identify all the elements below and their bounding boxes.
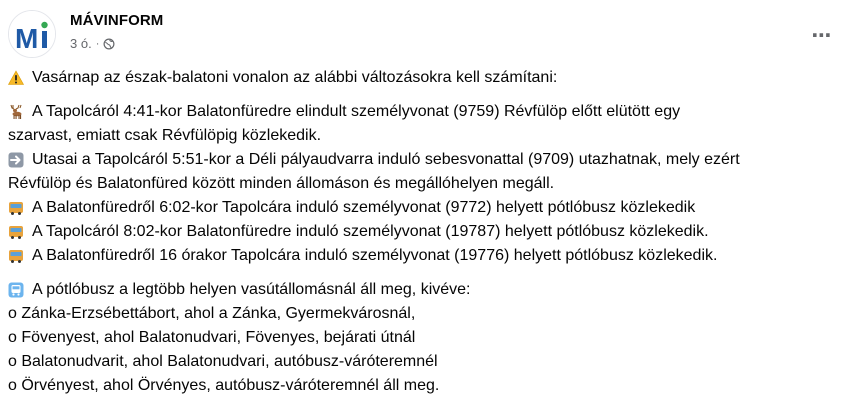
deer-text-1: A Tapolcáról 4:41-kor Balatonfüredre elindult személyvonat (9759) Révfülöp előtt elütött egy (32, 103, 681, 120)
more-options-button[interactable] (804, 18, 840, 54)
stop-intro-text: A pótlóbusz a legtöbb helyen vasútállomásnál áll meg, kivéve: (32, 281, 471, 298)
post-time[interactable]: 3 ó. (70, 36, 92, 51)
stop-item (8, 350, 848, 374)
stop-item (8, 326, 848, 350)
arrow-line-cont (8, 172, 848, 196)
intro-text: Vasárnap az észak-balatoni vonalon az alábbi változásokra kell számítani: (32, 69, 558, 86)
deer-line (8, 100, 848, 124)
deer-icon (8, 104, 24, 120)
bus-icon (8, 248, 24, 264)
stop-text: o Fövenyest, ahol Balatonudvari, Fövenyes, bejárati útnál (8, 329, 416, 346)
globe-icon (103, 38, 115, 50)
svg-text:M: M (15, 23, 39, 54)
stop-intro-line (8, 278, 848, 302)
bus-line-1 (8, 196, 848, 220)
avatar[interactable] (8, 10, 56, 58)
arrow-text-2: Révfülöp és Balatonfüred között minden állomáson és megállóhelyen megáll. (8, 175, 555, 192)
post-meta (70, 36, 115, 51)
bus-icon (8, 200, 24, 216)
intro-line (8, 66, 848, 90)
bus-line-2 (8, 220, 848, 244)
right-arrow-icon (8, 152, 24, 168)
warning-icon (8, 70, 24, 86)
bus-icon (8, 224, 24, 240)
deer-line-cont (8, 124, 848, 148)
stop-text: o Balatonudvarit, ahol Balatonudvari, autóbusz-váróteremnél (8, 353, 438, 370)
meta-separator: · (95, 37, 100, 50)
stop-text: o Örvényest, ahol Örvényes, autóbusz-váróteremnél áll meg. (8, 377, 440, 394)
post-body (8, 66, 848, 398)
stop-item (8, 302, 848, 326)
bus-line-3 (8, 244, 848, 268)
bus-text-1: A Balatonfüredről 6:02-kor Tapolcára induló személyvonat (9772) helyett pótlóbusz közlekedik (32, 199, 696, 216)
stop-item (8, 374, 848, 398)
arrow-line (8, 148, 848, 172)
bus-stop-icon (8, 282, 24, 298)
mavinform-logo (9, 11, 56, 58)
arrow-text-1: Utasai a Tapolcáról 5:51-kor a Déli pályaudvarra induló sebesvonattal (9709) utazhatnak, mely ezért (32, 151, 740, 168)
author-name[interactable]: MÁVINFORM (70, 12, 164, 29)
more-icon: ⋯ (811, 25, 833, 47)
stop-text: o Zánka-Erzsébettábort, ahol a Zánka, Gyermekvárosnál, (8, 305, 416, 322)
bus-text-3: A Balatonfüredről 16 órakor Tapolcára induló személyvonat (19776) helyett pótlóbusz közlekedik. (32, 247, 718, 264)
deer-text-2: szarvast, emiatt csak Révfülöpig közlekedik. (8, 127, 322, 144)
bus-text-2: A Tapolcáról 8:02-kor Balatonfüredre induló személyvonat (19787) helyett pótlóbusz közlekedik. (32, 223, 709, 240)
post-header (8, 10, 852, 58)
